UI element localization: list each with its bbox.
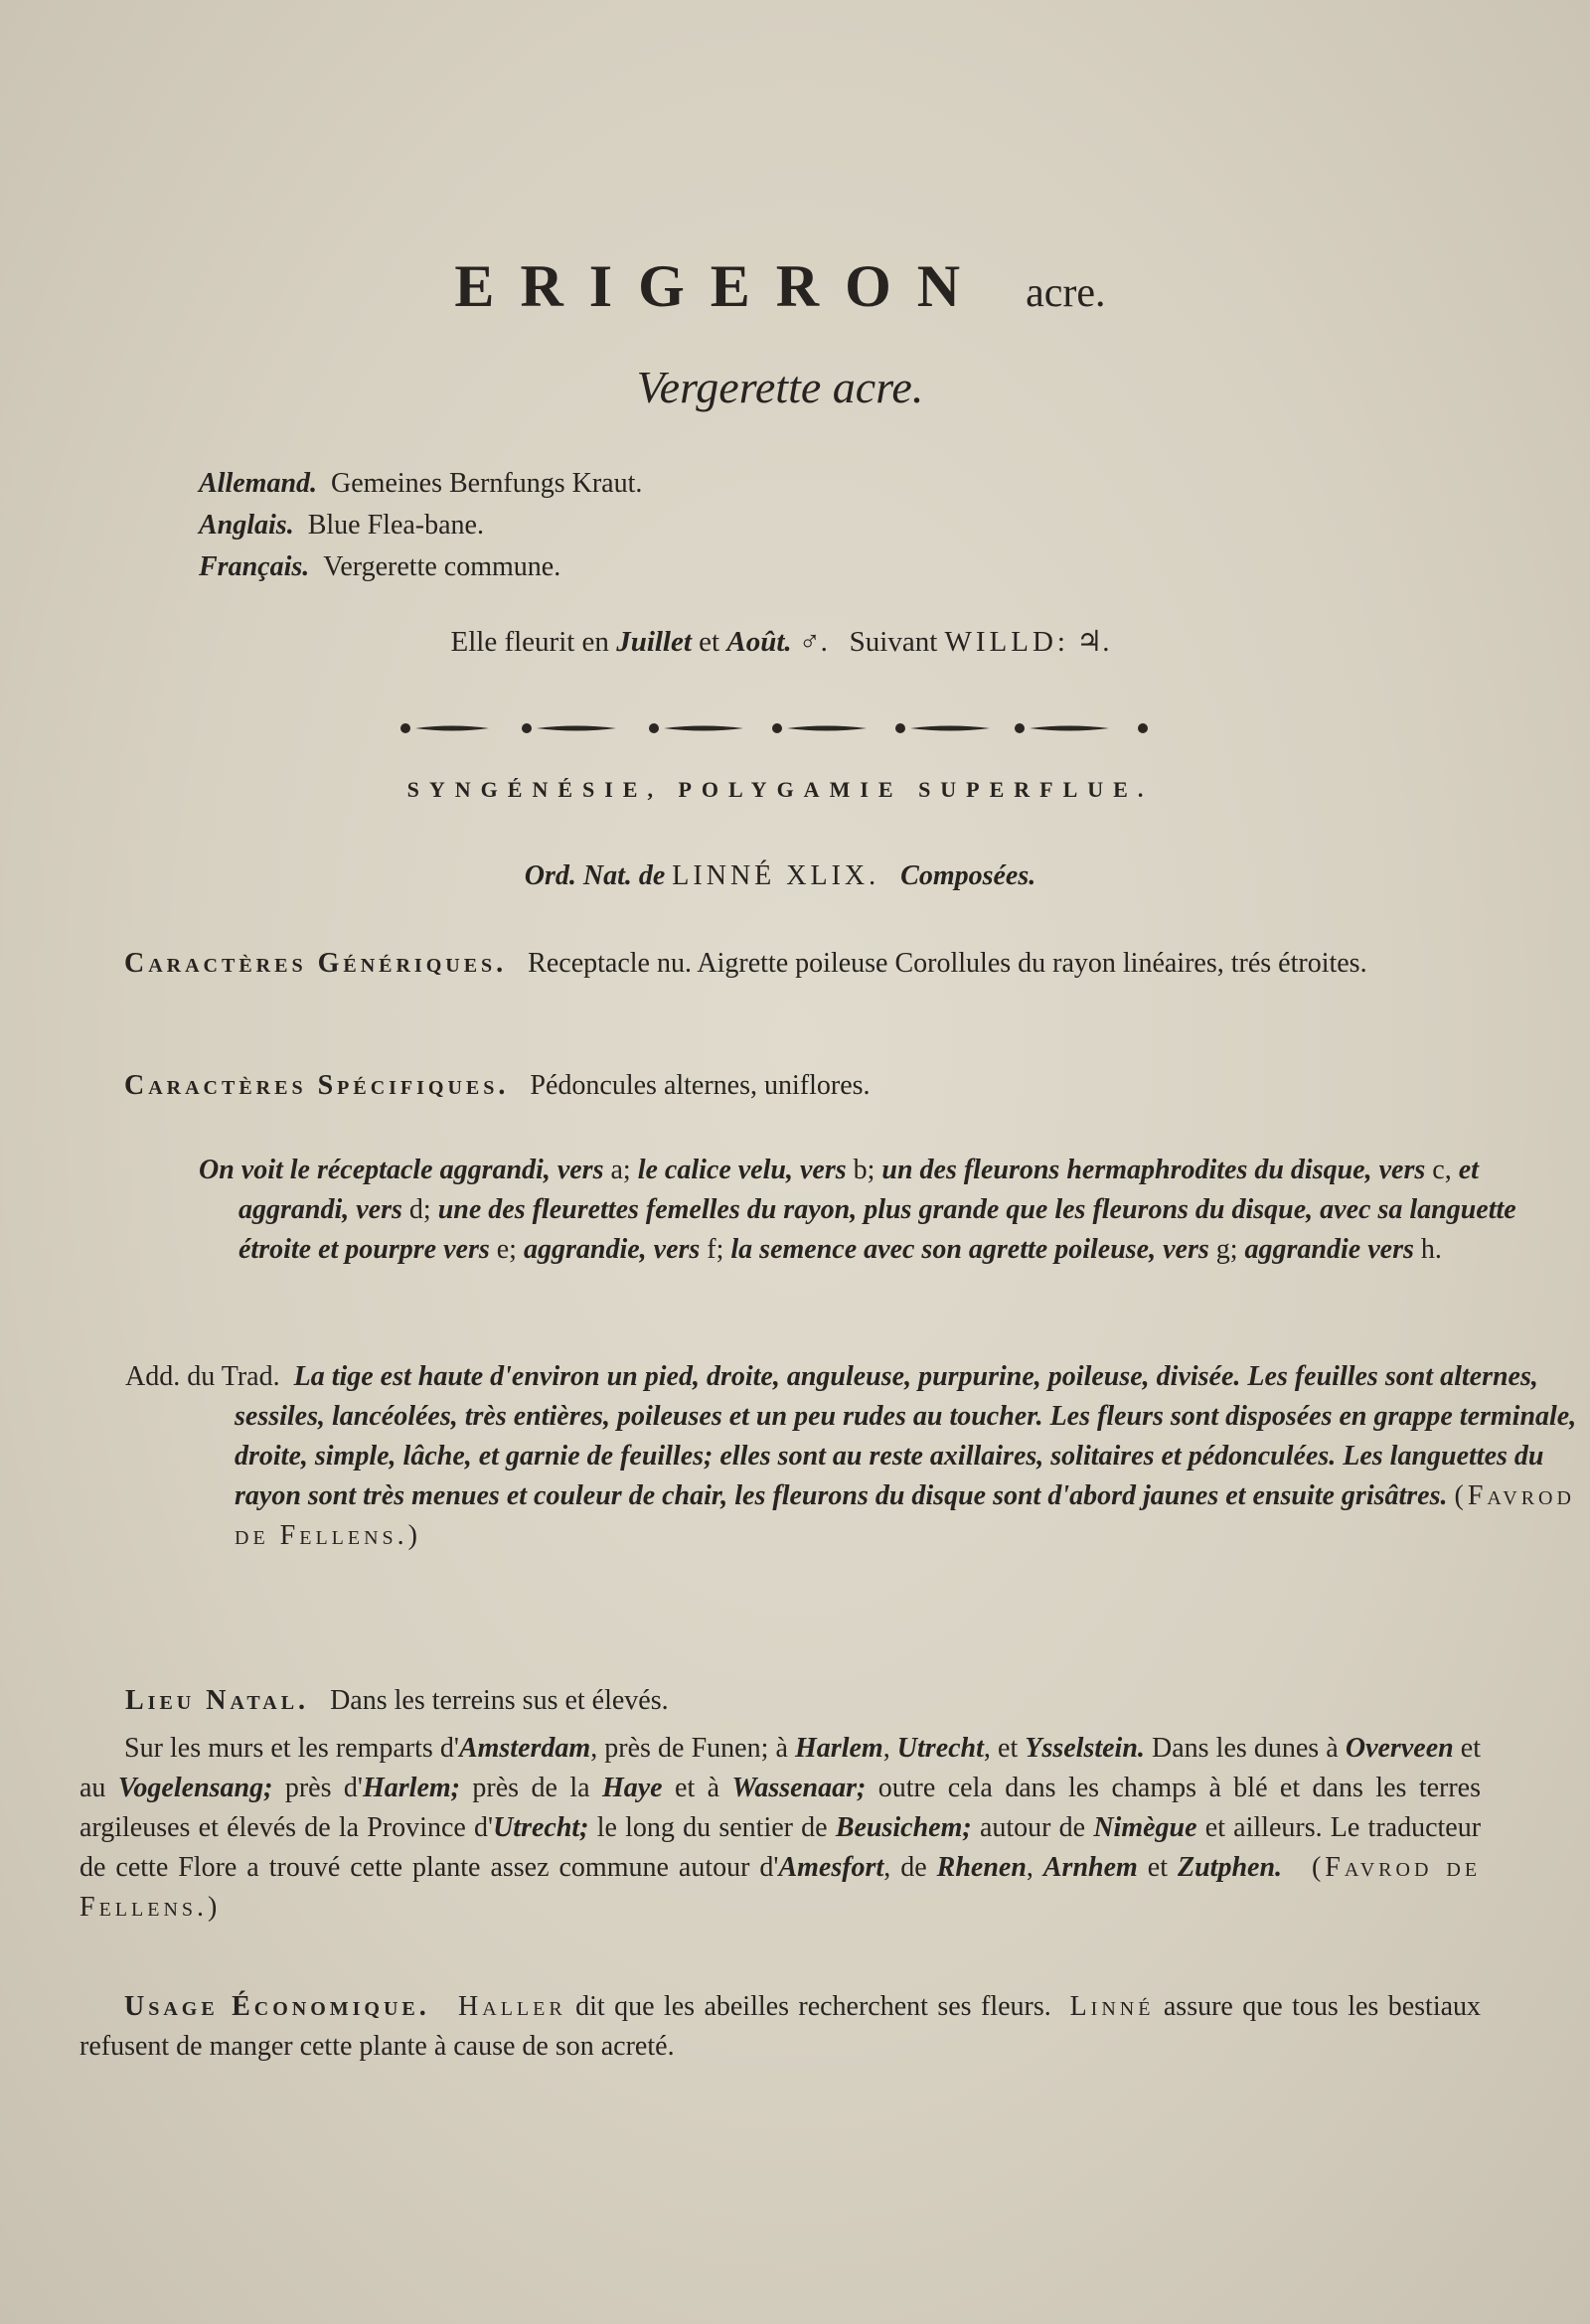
desc-text: et aggrandi, vers xyxy=(238,1155,1479,1225)
flowering-line xyxy=(0,624,1560,659)
section-label: Caractères Spécifiques. xyxy=(124,1070,510,1101)
vernacular-row xyxy=(199,505,642,546)
author-haller: Haller xyxy=(458,1991,566,2022)
place-name: Haye xyxy=(601,1773,663,1803)
loc-text: le long du sentier de xyxy=(596,1812,828,1843)
order-family: Composées. xyxy=(900,860,1036,891)
localities xyxy=(80,1729,1481,1928)
place-name: Utrecht; xyxy=(493,1812,589,1843)
desc-text: une des fleurettes femelles du rayon, plus grande que les fleurons du disque, avec sa languette étroite et pourpre vers xyxy=(238,1194,1516,1265)
loc-text: et à xyxy=(675,1773,720,1803)
generic-characters xyxy=(80,944,1481,984)
vernacular-name: Blue Flea-bane. xyxy=(307,510,484,541)
loc-text: outre cela dans les champs à blé et dans les terres argileuses et élevés de la Province d' xyxy=(80,1773,1481,1843)
loc-text: près d' xyxy=(284,1773,363,1803)
place-name: Harlem xyxy=(795,1733,883,1764)
place-name: Rhenen xyxy=(936,1852,1027,1883)
place-name: Zutphen. xyxy=(1178,1852,1283,1883)
figure-letter: e; xyxy=(496,1234,517,1265)
loc-text: Sur les murs et les remparts d' xyxy=(124,1733,459,1764)
loc-text: , près de Funen; à xyxy=(590,1733,788,1764)
figure-letter: h. xyxy=(1420,1234,1442,1265)
loc-text: , xyxy=(1026,1852,1034,1883)
flowering-text: et xyxy=(699,626,720,658)
translator-addition xyxy=(125,1357,1590,1556)
place-name: Vogelensang; xyxy=(117,1773,273,1803)
loc-text: , xyxy=(882,1733,890,1764)
specific-characters xyxy=(80,1066,1481,1106)
desc-text: On voit le réceptacle aggrandi, vers xyxy=(199,1155,604,1185)
annual-symbol: ♂. xyxy=(798,626,828,658)
section-text: assure que tous les bestiaux refusent de manger cette plante à cause de son acreté. xyxy=(80,1991,1482,2062)
page-title xyxy=(0,246,1560,333)
loc-text: et au xyxy=(80,1733,1482,1803)
desc-text: aggrandie, vers xyxy=(523,1234,701,1265)
section-text: dit que les abeilles recherchent ses fleurs. xyxy=(575,1991,1051,2022)
figure-description xyxy=(199,1151,1520,1270)
natural-order xyxy=(0,860,1560,892)
section-label: Caractères Génériques. xyxy=(124,948,508,979)
place-name: Utrecht xyxy=(896,1733,984,1764)
section-label: Usage Économique. xyxy=(124,1991,430,2022)
economic-use xyxy=(80,1987,1481,2067)
author-linne: Linné xyxy=(1069,1991,1155,2022)
native-habitat xyxy=(125,1681,1481,1721)
loc-text: Dans les dunes à xyxy=(1152,1733,1339,1764)
desc-text: un des fleurons hermaphrodites du disque, vers xyxy=(881,1155,1426,1185)
language-label: Allemand. xyxy=(199,468,318,499)
place-name: Beusichem; xyxy=(835,1812,972,1843)
figure-letter: f; xyxy=(707,1234,724,1265)
loc-text: , et xyxy=(983,1733,1019,1764)
place-name: Amesfort xyxy=(778,1852,884,1883)
loc-text: autour de xyxy=(979,1812,1086,1843)
perennial-symbol: ♃. xyxy=(1076,626,1110,658)
place-name: Overveen xyxy=(1345,1733,1454,1764)
genus-name: ERIGERON xyxy=(454,253,987,319)
author-credit: (Favrod de Fellens.) xyxy=(80,1852,1482,1923)
loc-text: et ailleurs. Le traducteur de cette Flore a trouvé cette plante assez commune autour d' xyxy=(80,1812,1482,1883)
author-willd: WILLD: xyxy=(944,626,1069,658)
language-label: Français. xyxy=(199,551,310,582)
species-name: acre. xyxy=(1026,270,1106,316)
place-name: Amsterdam xyxy=(458,1733,591,1764)
ornamental-rule xyxy=(398,718,1153,738)
vernacular-name: Gemeines Bernfungs Kraut. xyxy=(331,468,643,499)
flowering-text: Elle fleurit en xyxy=(450,626,609,658)
place-name: Wassenaar; xyxy=(731,1773,867,1803)
loc-text: , de xyxy=(883,1852,927,1883)
month-july: Juillet xyxy=(616,626,692,658)
order-linne: LINNÉ XLIX. xyxy=(672,860,880,891)
figure-letter: b; xyxy=(853,1155,875,1185)
section-text: Receptacle nu. Aigrette poileuse Corollules du rayon linéaires, trés étroites. xyxy=(528,948,1367,979)
vernacular-row xyxy=(199,546,642,588)
author-credit: (Favrod de Fellens.) xyxy=(235,1480,1575,1551)
month-august: Août. xyxy=(726,626,792,658)
desc-text: aggrandie vers xyxy=(1244,1234,1414,1265)
addition-label: Add. du Trad. xyxy=(125,1361,280,1392)
order-label: Ord. Nat. de xyxy=(524,860,666,891)
section-label: Lieu Natal. xyxy=(125,1685,310,1716)
addition-text: La tige est haute d'environ un pied, droite, anguleuse, purpurine, poileuse, divisée. Les feuilles sont alternes, sessiles, lancéolées, très entières, poileuses et un peu rudes au toucher. Les fleurs sont disposées en grappe terminale, droite, simple, lâche, et garnie de feuilles; elles sont au reste axillaires, solitaires et pédonculées. Les languettes du rayon sont très menues et couleur de chair, les fleurons du disque sont d'abord jaunes et ensuite grisâtres. xyxy=(235,1361,1577,1511)
vernacular-row xyxy=(199,463,642,505)
figure-letter: a; xyxy=(610,1155,631,1185)
desc-text: le calice velu, vers xyxy=(637,1155,847,1185)
loc-text: et xyxy=(1147,1852,1169,1883)
language-label: Anglais. xyxy=(199,510,294,541)
section-text: Dans les terreins sus et élevés. xyxy=(330,1685,669,1716)
place-name: Arnhem xyxy=(1042,1852,1138,1883)
section-text: Pédoncules alternes, uniflores. xyxy=(530,1070,871,1101)
flowering-text: Suivant xyxy=(849,626,938,658)
place-name: Nimègue xyxy=(1093,1812,1197,1843)
linnaean-class: SYNGÉNÉSIE, POLYGAMIE SUPERFLUE. xyxy=(406,777,1154,802)
place-name: Ysselstein. xyxy=(1025,1733,1145,1764)
place-name: Harlem; xyxy=(362,1773,460,1803)
figure-letter: g; xyxy=(1215,1234,1238,1265)
desc-text: la semence avec son agrette poileuse, vers xyxy=(730,1234,1209,1265)
figure-letter: c, xyxy=(1432,1155,1452,1185)
figure-letter: d; xyxy=(408,1194,431,1225)
loc-text: près de la xyxy=(472,1773,590,1803)
vernacular-name: Vergerette commune. xyxy=(323,551,561,582)
french-subtitle: Vergerette acre. xyxy=(636,362,924,412)
vernacular-names xyxy=(199,463,642,588)
